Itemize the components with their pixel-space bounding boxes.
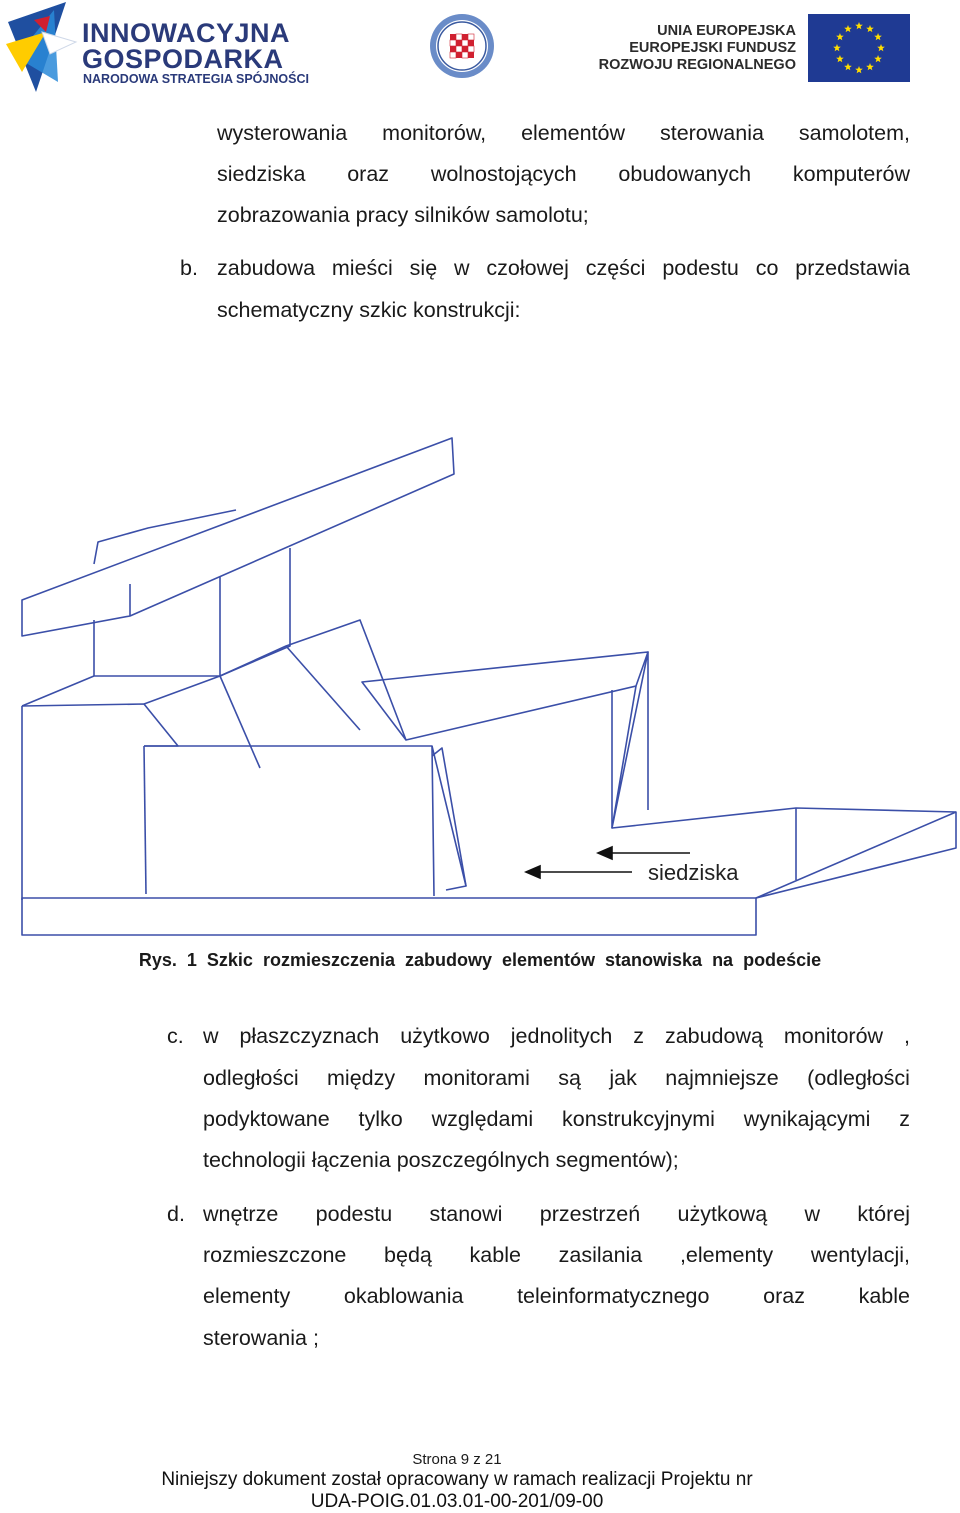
para-d-line-1 [203,1200,910,1228]
word: wysterowania [217,121,348,145]
word: czołowej [486,256,569,280]
word: podyktowane [203,1107,330,1131]
word: zabudowa [217,256,316,280]
footer-line-1: Niniejszy dokument został opracowany w ramach realizacji Projektu nr [161,1469,753,1490]
word: będą [384,1243,432,1267]
para-c-line-3 [203,1105,910,1133]
figure-label-siedziska: siedziska [648,860,739,885]
word: której [857,1202,910,1226]
footer-line-2: UDA-POIG.01.03.01-00-201/09-00 [310,1491,604,1512]
para-b-marker: b. [180,256,198,280]
word: najmniejsze [665,1066,779,1090]
word: konstrukcyjnymi [561,1107,715,1131]
word: z [899,1107,910,1131]
word: oraz [763,1284,805,1308]
page-number: Strona 9 z 21 [412,1451,502,1468]
word: konstrukcji: [413,298,521,322]
word: względami [431,1107,534,1131]
word: jednolitych [510,1024,613,1048]
word: okablowania [343,1284,464,1308]
word: samolotu; [495,203,589,227]
word: ; [312,1326,319,1350]
word: są [558,1066,581,1090]
word: odległości [203,1066,299,1090]
para-a-line-3 [217,201,589,229]
word: rozmieszczone [203,1243,347,1267]
word: przestrzeń [539,1202,641,1226]
word: stanowi [429,1202,503,1226]
eu-flag [808,14,910,82]
word: wynikającymi [743,1107,871,1131]
word: zasilania [558,1243,643,1267]
word: kable [469,1243,521,1267]
eu-line3: ROZWOJU REGIONALNEGO [598,57,796,73]
word: oraz [347,162,390,186]
word: schematyczny [217,298,354,322]
word: pracy [355,203,409,227]
word: obudowanych [618,162,752,186]
word: podestu [315,1202,393,1226]
word: elementy [203,1284,291,1308]
word: z [633,1024,645,1048]
logo-left-line3: NARODOWA STRATEGIA SPÓJNOŚCI [83,72,309,86]
word: monitorów [783,1024,884,1048]
figure-caption: Rys. 1 Szkic rozmieszczenia zabudowy elementów stanowiska na podeście [138,950,822,970]
word: w [804,1202,821,1226]
para-c-marker: c. [167,1024,184,1048]
word: tylko [358,1107,403,1131]
word: zobrazowania [217,203,350,227]
word: mieści [331,256,393,280]
para-c-line-1 [203,1022,910,1050]
word: w [454,256,470,280]
word: kable [858,1284,910,1308]
para-d-marker: d. [167,1202,185,1226]
eu-text-block [599,23,796,74]
word: szkic [359,298,407,322]
word: zabudową [664,1024,763,1048]
word: wnętrze [203,1202,279,1226]
logo-left-line2: GOSPODARKA [82,44,284,74]
word: komputerów [792,162,910,186]
word: co [755,256,779,280]
word: między [327,1066,396,1090]
word: płaszczyznach [239,1024,380,1048]
word: elementów [521,121,626,145]
word: sterowania [203,1326,307,1350]
eu-line1: UNIA EUROPEJSKA [657,23,796,39]
word: samolotem, [798,121,910,145]
word: monitorów, [382,121,487,145]
para-a-line-1 [217,119,910,147]
para-a-line-2 [217,160,910,188]
word: łączenia [311,1148,391,1172]
word: sterowania [659,121,764,145]
para-b-line-1 [217,254,910,282]
word: w [203,1024,219,1048]
word: jak [609,1066,637,1090]
para-b-line-2 [217,296,521,324]
word: teleinformatycznego [517,1284,710,1308]
word: , [904,1024,910,1048]
word: wentylacji, [810,1243,910,1267]
para-d-line-4 [203,1324,319,1352]
header [0,0,960,95]
para-c-line-4 [203,1146,679,1174]
para-d-line-3 [203,1282,910,1310]
construction-sketch [0,430,960,940]
word: siedziska [217,162,306,186]
word: poszczególnych [396,1148,550,1172]
word: ,elementy [679,1243,774,1267]
word: użytkową [677,1202,768,1226]
para-c-line-2 [203,1064,910,1092]
word: wolnostojących [430,162,577,186]
word: podestu [662,256,739,280]
word: części [585,256,646,280]
word: (odległości [807,1066,910,1090]
word: przedstawia [795,256,910,280]
para-d-line-2 [203,1241,910,1269]
word: segmentów); [555,1148,679,1172]
eu-line2: EUROPEJSKI FUNDUSZ [629,40,796,56]
word: monitorami [423,1066,530,1090]
word: użytkowo [400,1024,490,1048]
word: technologii [203,1148,306,1172]
logo-left-line1: INNOWACYJNA [82,18,291,48]
air-force-emblem [428,12,496,80]
word: silników [414,203,490,227]
word: się [409,256,438,280]
innowacyjna-gospodarka-logo [6,2,78,92]
